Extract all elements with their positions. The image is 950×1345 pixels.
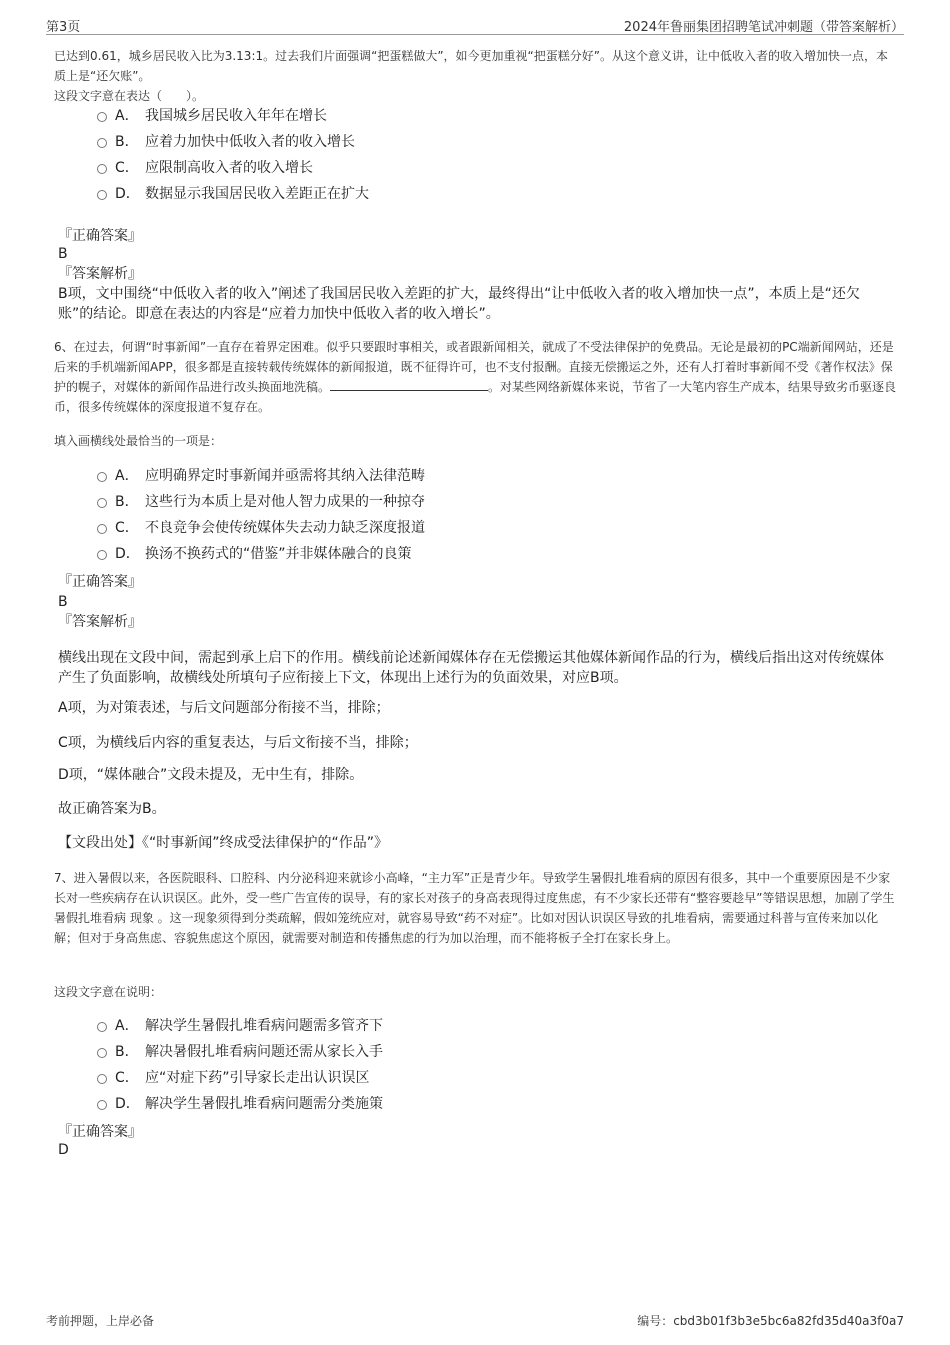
q5-option-b[interactable]: B． 应着力加快中低收入者的收入增长 (97, 132, 355, 152)
page-header (46, 14, 904, 35)
radio-icon[interactable] (97, 164, 107, 174)
q5-answer-label: 『正确答案』 (58, 228, 142, 244)
radio-icon[interactable] (97, 190, 107, 200)
q7-option-b[interactable]: B． 解决暑假扎堆看病问题还需从家长入手 (97, 1042, 383, 1062)
q6-source: 【文段出处】《“时事新闻”终成受法律保护的“作品”》 (58, 835, 389, 851)
q6-option-a[interactable]: A． 应明确界定时事新闻并亟需将其纳入法律范畴 (97, 466, 425, 486)
q6-option-c[interactable]: C． 不良竞争会使传统媒体失去动力缺乏深度报道 (97, 518, 425, 538)
footer-slogan: 考前押题，上岸必备 (46, 1314, 155, 1328)
q5-analysis-label: 『答案解析』 (58, 266, 142, 282)
page-number: 第3页 (46, 20, 81, 35)
document-id: 编号：cbd3b01f3b3e5bc6a82fd35d40a3f0a7 (637, 1314, 904, 1328)
radio-icon[interactable] (97, 138, 107, 148)
q7-option-d[interactable]: D． 解决学生暑假扎堆看病问题需分类施策 (97, 1094, 383, 1114)
q6-analysis-d: D项，“媒体融合”文段未提及，无中生有，排除。 (58, 767, 364, 783)
q6-text: 6、在过去，何谓“时事新闻”一直存在着界定困难。似乎只要跟时事相关，或者跟新闻相关，就成了不受法律保护的免费品。无论是最初的PC端新闻网站，还是后来的手机端新闻APP，很多都是直接转载传统媒体的新闻报道，既不征得许可，也不支付报酬。直接无偿搬运之外，还有人打着时事新闻不受《著作权法》保护的幌子，对媒体的新闻作品进行改头换面地洗稿。 。对某些网络新媒体来说，节省了一大笔内容生产成本，结果导致劣币驱逐良币，很多传统媒体的深度报道不复存在。 (54, 340, 897, 414)
q6-answer-label: 『正确答案』 (58, 574, 142, 590)
q7-answer-label: 『正确答案』 (58, 1124, 142, 1140)
q6-analysis-c: C项，为横线后内容的重复表达，与后文衔接不当，排除； (58, 735, 418, 751)
q6-answer: B (58, 594, 68, 610)
q5-option-d[interactable]: D． 数据显示我国居民收入差距正在扩大 (97, 184, 369, 204)
q5-option-c[interactable]: C． 应限制高收入者的收入增长 (97, 158, 313, 178)
q7-answer: D (58, 1142, 69, 1158)
q6-analysis-a: A项，为对策表述，与后文问题部分衔接不当，排除； (58, 700, 390, 716)
q6-option-b[interactable]: B． 这些行为本质上是对他人智力成果的一种掠夺 (97, 492, 425, 512)
q6-prompt: 填入画横线处最恰当的一项是： (54, 434, 223, 448)
document-title: 2024年鲁丽集团招聘笔试冲刺题（带答案解析） (623, 20, 904, 35)
q6-analysis-conclusion: 故正确答案为B。 (58, 801, 166, 817)
q5-analysis: B项，文中围绕“中低收入者的收入”阐述了我国居民收入差距的扩大，最终得出“让中低收入者的收入增加快一点”，本质上是“还欠账”的结论。即意在表达的内容是“应着力加快中低收入者的收入增长”。 (58, 286, 860, 322)
radio-icon[interactable] (97, 472, 107, 482)
q7-text: 7、进入暑假以来，各医院眼科、口腔科、内分泌科迎来就诊小高峰，“主力军”正是青少年。导致学生暑假扎堆看病的原因有很多，其中一个重要原因是不少家长对一些疾病存在认识误区。此外，受一些广告宣传的误导，有的家长对孩子的身高表现得过度焦虑，有不少家长还带有“整容要趁早”等错误思想，加剧了学生暑假扎堆看病 现象 。这一现象须得到分类疏解，假如笼统应对，就容易导致“药不对症”。比如对因认识误区导致的扎堆看病，需要通过科普与宣传来加以化解；但对于身高焦虑、容貌焦虑这个原因，就需要对制造和传播焦虑的行为加以治理，而不能将板子全打在家长身上。 (54, 871, 895, 945)
radio-icon[interactable] (97, 524, 107, 534)
q7-option-c[interactable]: C． 应“对症下药”引导家长走出认识误区 (97, 1068, 370, 1088)
radio-icon[interactable] (97, 1048, 107, 1058)
radio-icon[interactable] (97, 112, 107, 122)
q5-option-a[interactable]: A． 我国城乡居民收入年年在增长 (97, 106, 327, 126)
radio-icon[interactable] (97, 498, 107, 508)
q5-intro: 已达到0.61，城乡居民收入比为3.13:1。过去我们片面强调“把蛋糕做大”，如今更加重视“把蛋糕分好”。从这个意义讲，让中低收入者的收入增加快一点，本质上是“还欠账”。 (54, 49, 888, 83)
radio-icon[interactable] (97, 1100, 107, 1110)
fill-blank (330, 378, 488, 391)
q6-option-d[interactable]: D． 换汤不换药式的“借鉴”并非媒体融合的良策 (97, 544, 412, 564)
radio-icon[interactable] (97, 1022, 107, 1032)
q6-analysis-main: 横线出现在文段中间，需起到承上启下的作用。横线前论述新闻媒体存在无偿搬运其他媒体新闻作品的行为，横线后指出这对传统媒体产生了负面影响，故横线处所填句子应衔接上下文，体现出上述行为的负面效果，对应B项。 (58, 650, 884, 686)
q5-answer: B (58, 246, 68, 262)
q7-prompt: 这段文字意在说明： (54, 985, 163, 999)
radio-icon[interactable] (97, 1074, 107, 1084)
radio-icon[interactable] (97, 550, 107, 560)
q5-prompt: 这段文字意在表达（ ）。 (54, 89, 205, 103)
q6-analysis-label: 『答案解析』 (58, 614, 142, 630)
q7-option-a[interactable]: A． 解决学生暑假扎堆看病问题需多管齐下 (97, 1016, 383, 1036)
